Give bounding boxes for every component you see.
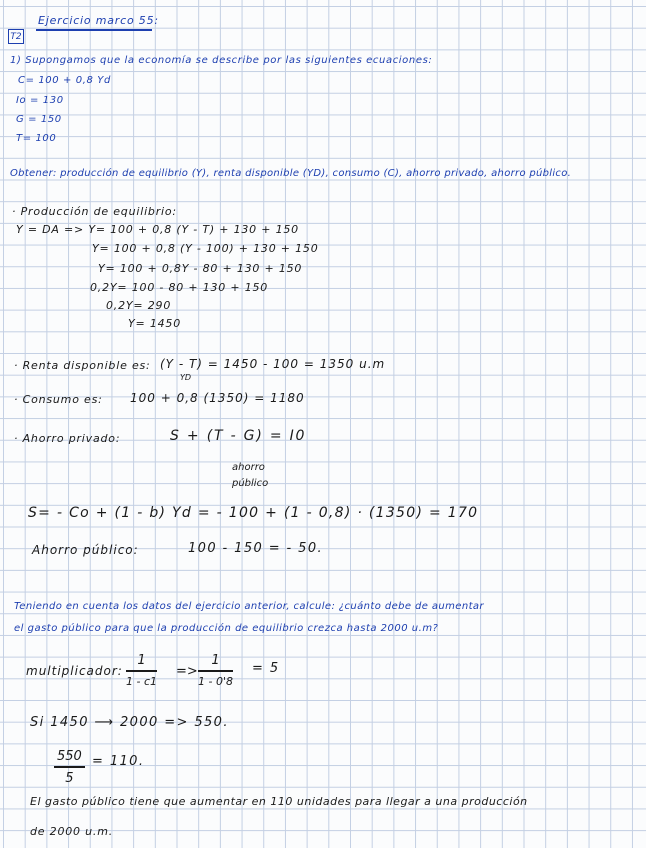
topic-tag: T2	[8, 29, 24, 44]
private-saving-label: · Ahorro privado:	[14, 432, 121, 445]
part2-line-1: Teniendo en cuenta los datos del ejercicio anterior, calcule: ¿cuánto debe de aumentar	[14, 601, 484, 612]
private-saving-expr: S + (T - G) = I0	[170, 428, 307, 444]
private-saving-annotation-2: público	[232, 478, 269, 489]
fraction-1-numerator: 1	[137, 653, 146, 668]
multiplier-fraction-2	[198, 653, 233, 688]
obtain-line: Obtener: producción de equilibrio (Y), renta disponible (YD), consumo (C), ahorro privado, ahorro público.	[10, 168, 572, 179]
private-saving-annotation-1: ahorro	[232, 462, 265, 473]
equation-investment: Io = 130	[16, 95, 64, 106]
fraction-2-denominator: 1 - 0'8	[198, 674, 233, 688]
production-line-6: Y= 1450	[128, 317, 182, 330]
title-underline	[36, 29, 152, 31]
production-line-4: 0,2Y= 100 - 80 + 130 + 150	[90, 281, 269, 294]
consumption-expr: 100 + 0,8 (1350) = 1180	[130, 391, 305, 405]
production-heading: · Producción de equilibrio:	[12, 205, 177, 218]
disposable-income-label: · Renta disponible es:	[14, 359, 151, 372]
division-result: = 110.	[92, 754, 145, 769]
part2-line-2: el gasto público para que la producción de equilibrio crezca hasta 2000 u.m?	[14, 623, 439, 634]
fraction-2-numerator: 1	[211, 653, 220, 668]
consumption-label: · Consumo es:	[14, 393, 103, 406]
public-saving-expr: 100 - 150 = - 50.	[188, 541, 324, 556]
conclusion-line-1: El gasto público tiene que aumentar en 110 unidades para llegar a una producción	[30, 795, 528, 808]
disposable-income-sub: YD	[180, 373, 192, 382]
equation-government: G = 150	[16, 114, 62, 125]
multiplier-label: multiplicador:	[26, 664, 123, 678]
production-line-2: Y= 100 + 0,8 (Y - 100) + 130 + 150	[92, 242, 319, 255]
conclusion-line-2: de 2000 u.m.	[30, 825, 114, 838]
public-saving-label: Ahorro público:	[32, 543, 139, 557]
multiplier-fraction-1	[126, 653, 157, 688]
division-denominator: 5	[65, 770, 74, 786]
income-change: Si 1450 ⟶ 2000 => 550.	[30, 715, 229, 730]
multiplier-implies: =>	[176, 664, 198, 679]
saving-calculation: S= - Co + (1 - b) Yd = - 100 + (1 - 0,8) · (1350) = 170	[28, 505, 479, 521]
fraction-1-denominator: 1 - c1	[126, 674, 158, 688]
division-fraction	[54, 749, 85, 786]
production-line-5: 0,2Y= 290	[106, 299, 172, 312]
division-numerator: 550	[57, 749, 82, 764]
equation-consumption: C= 100 + 0,8 Yd	[18, 75, 111, 86]
multiplier-result: = 5	[252, 661, 280, 676]
problem-statement: 1) Supongamos que la economía se describe por las siguientes ecuaciones:	[10, 55, 433, 66]
exercise-title: Ejercicio marco 55:	[38, 14, 159, 27]
disposable-income-expr: (Y - T) = 1450 - 100 = 1350 u.m	[160, 357, 386, 371]
equation-taxes: T= 100	[16, 133, 57, 144]
production-line-3: Y= 100 + 0,8Y - 80 + 130 + 150	[98, 262, 303, 275]
production-line-1: Y = DA => Y= 100 + 0,8 (Y - T) + 130 + 150	[16, 223, 299, 236]
